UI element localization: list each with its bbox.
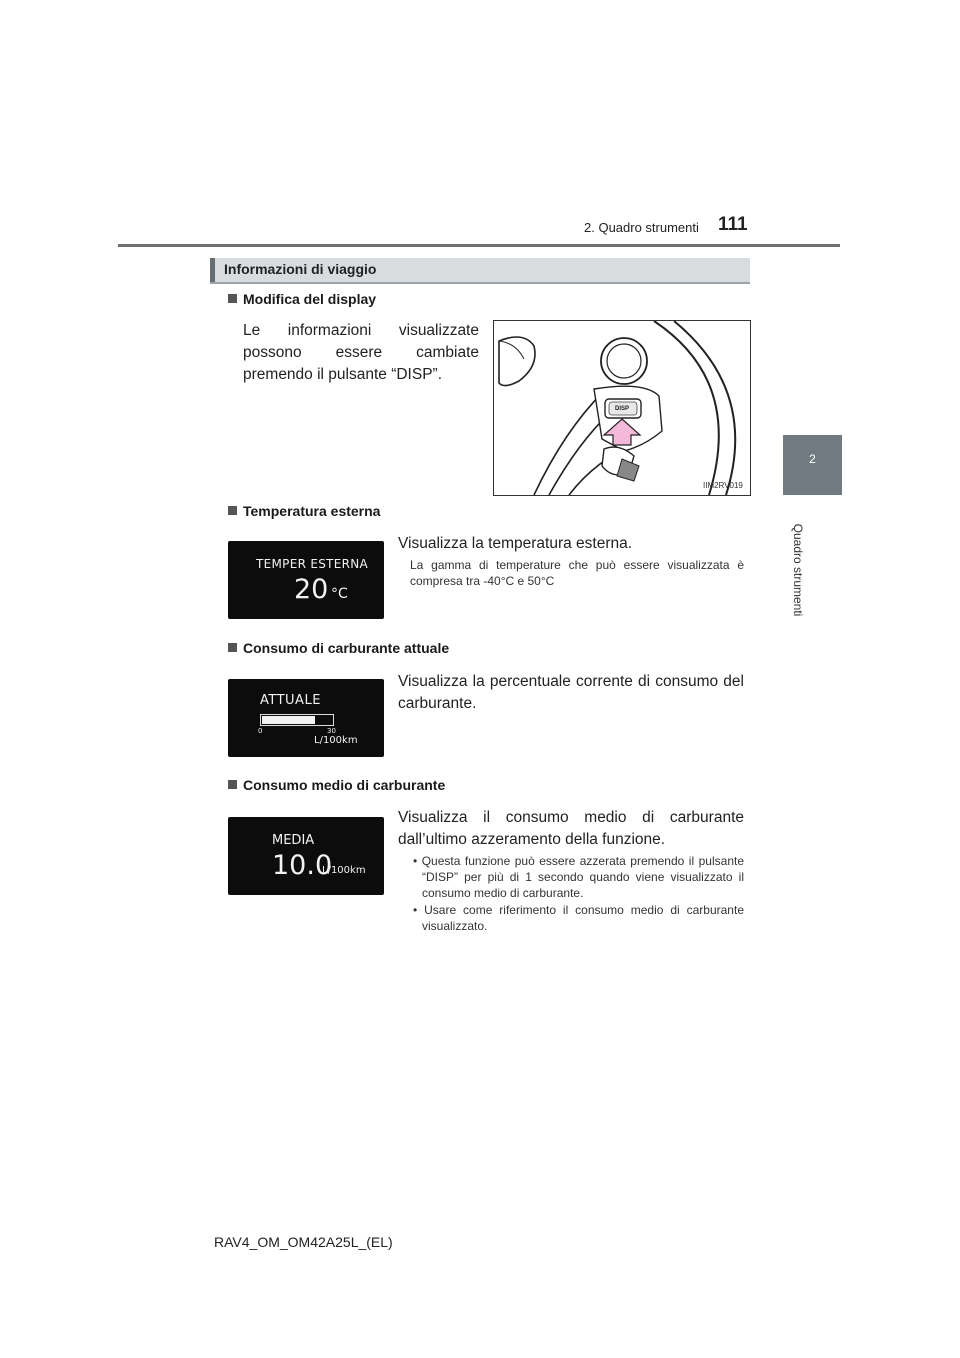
section-marker [210, 258, 215, 282]
current-consumption-heading [228, 640, 449, 656]
chapter-label: Quadro strumenti [791, 523, 805, 617]
average-consumption-display [228, 817, 384, 895]
average-consumption-bullets [410, 853, 744, 934]
average-consumption-text: Visualizza il consumo medio di carburante dall’ultimo azzeramento della funzione. [398, 809, 744, 848]
outside-temp-display [228, 541, 384, 619]
section-header [210, 258, 750, 284]
chapter-number: 2 [809, 452, 816, 466]
square-bullet-icon [228, 294, 237, 303]
square-bullet-icon [228, 506, 237, 515]
square-bullet-icon [228, 643, 237, 652]
average-consumption-heading [228, 777, 445, 793]
bullet-item-text: Questa funzione può essere azzerata premendo il pulsante “DISP” per più di 1 secondo quando viene visualizzato il consumo medio di carburante. [421, 854, 744, 900]
outside-temp-lcd-title: TEMPER ESTERNA [256, 557, 369, 571]
page-number: 111 [718, 214, 748, 235]
current-consumption-display [228, 679, 384, 757]
document-code: RAV4_OM_OM42A25L_(EL) [214, 1234, 393, 1250]
average-consumption-lcd-title: MEDIA [272, 833, 315, 848]
scale-max-label: 30 [327, 727, 336, 735]
consumption-bar-fill [262, 716, 315, 724]
current-consumption-text: Visualizza la percentuale corrente di consumo del carburante. [398, 673, 744, 712]
outside-temp-note: La gamma di temperature che può essere visualizzata è compresa tra -40°C e 50°C [410, 558, 744, 588]
square-bullet-icon [228, 780, 237, 789]
figure-code: IIM2RV019 [703, 481, 743, 490]
scale-min-label: 0 [258, 727, 263, 735]
outside-temp-text: Visualizza la temperatura esterna. [398, 535, 633, 552]
header-divider [118, 244, 840, 247]
section-title: Informazioni di viaggio [224, 261, 377, 277]
outside-temp-heading [228, 503, 380, 519]
average-consumption-lcd-value: 10.0 [272, 850, 333, 881]
display-change-heading [228, 291, 376, 307]
disp-button-label: DISP [615, 406, 630, 412]
consumption-bar-gauge [260, 714, 334, 726]
steering-wheel-figure [493, 320, 751, 496]
current-consumption-lcd-unit: L/100km [314, 735, 358, 746]
outside-temp-heading-text: Temperatura esterna [243, 503, 381, 519]
current-consumption-lcd-title: ATTUALE [260, 693, 321, 708]
bullet-item-text: Usare come riferimento il consumo medio di carburante visualizzato. [422, 903, 744, 933]
average-consumption-lcd-unit: L/100km [322, 865, 366, 876]
average-consumption-heading-text: Consumo medio di carburante [243, 777, 446, 793]
outside-temp-lcd-unit: °C [331, 586, 348, 602]
bullet-item: • Usare come riferimento il consumo medio di carburante visualizzato. [413, 903, 744, 933]
outside-temp-lcd-value: 20 [294, 574, 329, 605]
current-consumption-heading-text: Consumo di carburante attuale [243, 640, 450, 656]
display-change-text: Le informazioni visualizzate possono essere cambiate premendo il pulsante “DISP”. [243, 322, 479, 383]
display-change-heading-text: Modifica del display [243, 291, 377, 307]
bullet-item: • Questa funzione può essere azzerata premendo il pulsante “DISP” per più di 1 secondo quando viene visualizzato il consumo medio di carburante. [413, 854, 744, 900]
header-section-title: 2. Quadro strumenti [584, 220, 699, 235]
